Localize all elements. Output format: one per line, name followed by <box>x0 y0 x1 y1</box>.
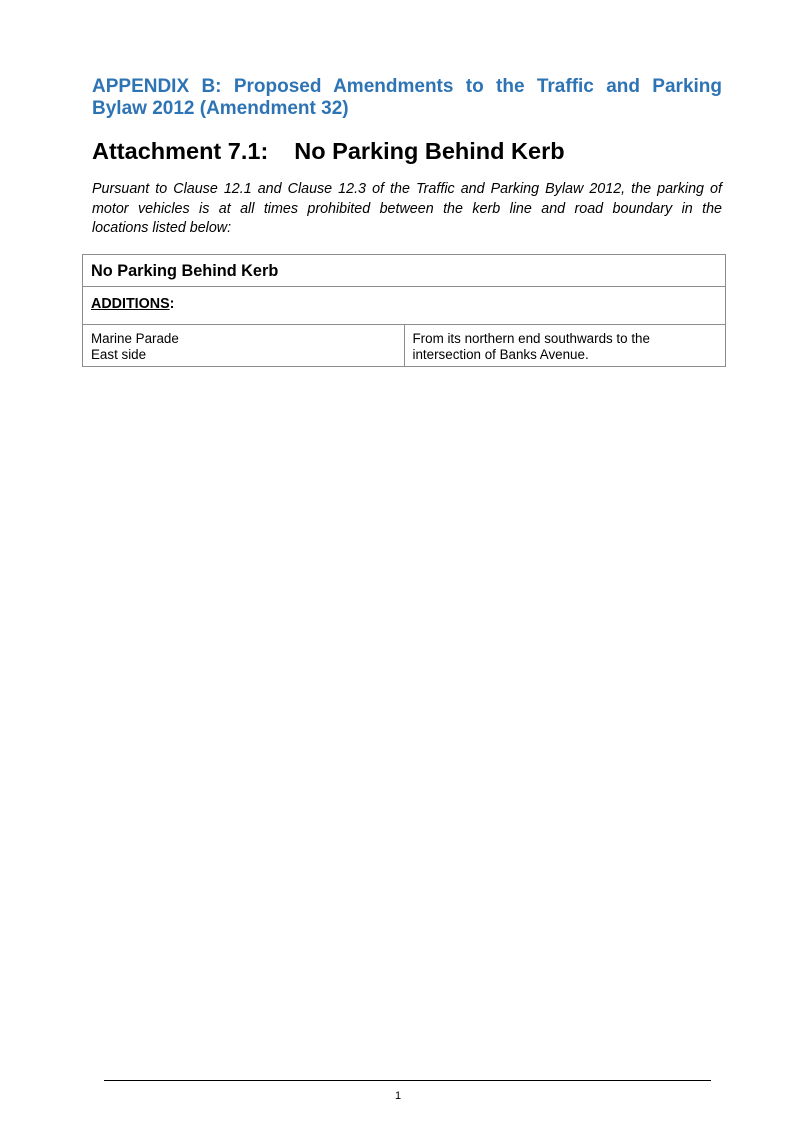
appendix-heading-line2: Bylaw 2012 (Amendment 32) <box>92 98 349 119</box>
table-row <box>83 325 726 367</box>
intro-line: locations listed below: <box>92 220 232 236</box>
attachment-label: Attachment 7.1: <box>92 138 269 164</box>
additions-label: ADDITIONS <box>91 296 170 312</box>
description-cell: From its northern end southwards to the intersection of Banks Avenue. <box>404 325 726 367</box>
appendix-heading-line1: APPENDIX B: Proposed Amendments to the Traffic and Parking <box>92 76 722 97</box>
attachment-title <box>92 136 565 166</box>
table-section-row <box>83 287 726 325</box>
table-title-row <box>83 255 726 287</box>
page-number: 1 <box>394 1090 402 1102</box>
no-parking-table <box>82 254 726 367</box>
table-title: No Parking Behind Kerb <box>83 255 726 287</box>
intro-line: motor vehicles is at all times prohibited between the kerb line and road boundary in the <box>92 200 722 217</box>
additions-heading <box>83 287 726 325</box>
intro-paragraph <box>92 180 722 239</box>
intro-line: Pursuant to Clause 12.1 and Clause 12.3 of the Traffic and Parking Bylaw 2012, the parking of <box>92 181 722 197</box>
location-side: East side <box>91 347 147 362</box>
additions-colon: : <box>169 296 175 312</box>
attachment-name: No Parking Behind Kerb <box>294 138 565 164</box>
location-street: Marine Parade <box>91 331 179 346</box>
location-cell <box>83 325 405 367</box>
footer-divider <box>104 1080 711 1081</box>
appendix-heading <box>92 76 722 120</box>
